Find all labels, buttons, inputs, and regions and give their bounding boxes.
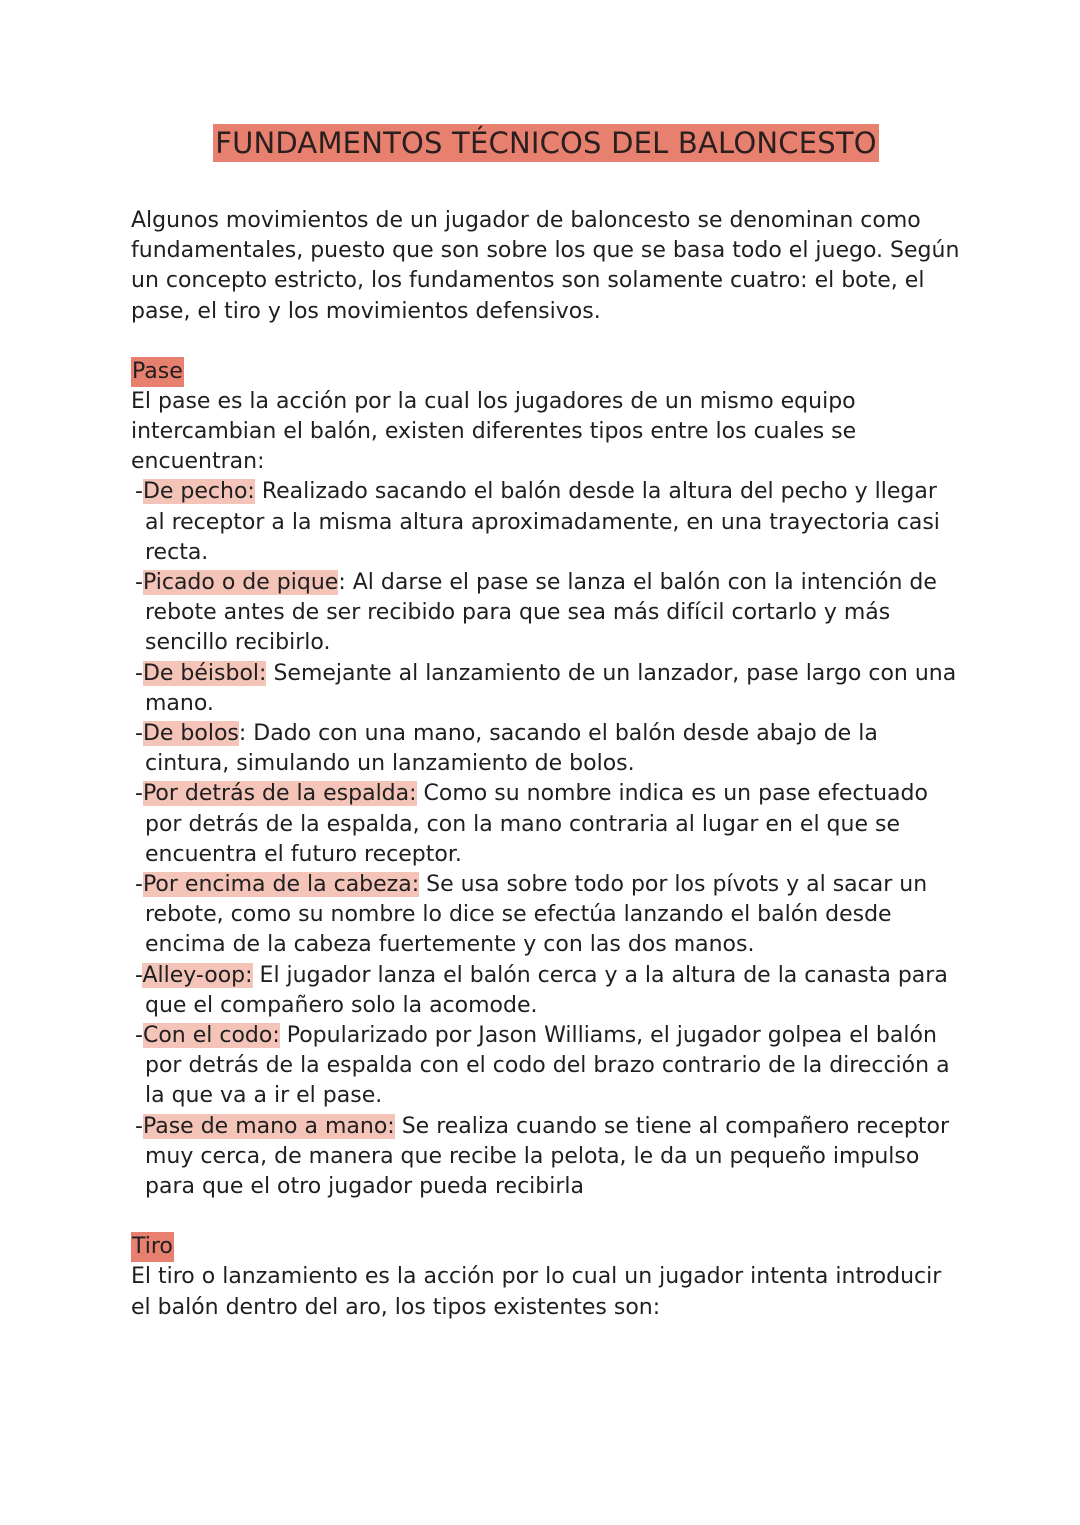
- list-item: -Pase de mano a mano: Se realiza cuando se tiene al compañero receptor muy cerca, de manera que recibe la pelota, le da un pequeño impulso para que el otro jugador pueda recibirla: [135, 1113, 949, 1200]
- item-desc: Popularizado por Jason Williams, el jugador golpea el balón por detrás de la espalda con el codo del brazo contrario de la dirección a la que va a ir el pase.: [145, 1023, 950, 1109]
- item-term: Picado o de pique: [142, 570, 339, 596]
- section-tiro: [131, 1232, 961, 1322]
- item-term: De pecho:: [142, 479, 255, 505]
- list-item: -Alley-oop: El jugador lanza el balón cerca y a la altura de la canasta para que el compañero solo la acomode.: [135, 962, 948, 1018]
- item-desc: El jugador lanza el balón cerca y a la altura de la canasta para que el compañero solo la acomode.: [145, 962, 948, 1018]
- item-desc: : Dado con una mano, sacando el balón desde abajo de la cintura, simulando un lanzamiento de bolos.: [145, 721, 878, 777]
- item-desc: Semejante al lanzamiento de un lanzador, pase largo con una mano.: [145, 660, 957, 716]
- item-desc: Realizado sacando el balón desde la altura del pecho y llegar al receptor a la misma altura aproximadamente, en una trayectoria casi recta.: [145, 479, 940, 565]
- item-term: De bolos: [142, 721, 239, 747]
- item-term: Pase de mano a mano:: [142, 1113, 395, 1139]
- item-desc: Se realiza cuando se tiene al compañero receptor muy cerca, de manera que recibe la pelota, le da un pequeño impulso para que el otro jugador pueda recibirla: [145, 1113, 949, 1200]
- item-term: Por detrás de la espalda:: [142, 781, 417, 807]
- document-page: [131, 124, 961, 1353]
- section-pase: [131, 357, 961, 1202]
- list-item: -De pecho: Realizado sacando el balón desde la altura del pecho y llegar al receptor a la misma altura aproximadamente, en una trayectoria casi recta.: [135, 479, 940, 565]
- list-item: -Picado o de pique: Al darse el pase se lanza el balón con la intención de rebote antes de ser recibido para que sea más difícil cortarlo y más sencillo recibirlo.: [135, 570, 937, 656]
- list-item: -Por detrás de la espalda: Como su nombre indica es un pase efectuado por detrás de la espalda, con la mano contraria al lugar en el que se encuentra el futuro receptor.: [135, 781, 928, 867]
- pase-types-list: [131, 477, 961, 1202]
- list-item: -De béisbol: Semejante al lanzamiento de un lanzador, pase largo con una mano.: [135, 660, 957, 716]
- list-item: -Con el codo: Popularizado por Jason Williams, el jugador golpea el balón por detrás de la espalda con el codo del brazo contrario de la dirección a la que va a ir el pase.: [135, 1023, 950, 1109]
- title-container: [131, 124, 961, 162]
- pase-description: El pase es la acción por la cual los jugadores de un mismo equipo intercambian el balón, existen diferentes tipos entre los cuales se encuentran:: [131, 388, 857, 475]
- item-desc: Se usa sobre todo por los pívots y al sacar un rebote, como su nombre lo dice se efectúa lanzando el balón desde encima de la cabeza fuertemente y con las dos manos.: [145, 872, 928, 958]
- list-item: -Por encima de la cabeza: Se usa sobre todo por los pívots y al sacar un rebote, como su nombre lo dice se efectúa lanzando el balón desde encima de la cabeza fuertemente y con las dos manos.: [135, 872, 928, 958]
- item-term: Alley-oop:: [142, 962, 253, 988]
- item-term: Con el codo:: [142, 1023, 280, 1049]
- document-title: FUNDAMENTOS TÉCNICOS DEL BALONCESTO: [215, 126, 877, 160]
- section-heading-tiro: Tiro: [131, 1232, 174, 1262]
- item-term: De béisbol:: [142, 660, 267, 686]
- intro-paragraph: Algunos movimientos de un jugador de baloncesto se denominan como fundamentales, puesto que son sobre los que se basa todo el juego. Según un concepto estricto, los fundamentos son solamente cuatro: el bote, el pase, el tiro y los movimientos defensivos.: [131, 208, 960, 324]
- item-desc: : Al darse el pase se lanza el balón con la intención de rebote antes de ser recibido para que sea más difícil cortarlo y más sencillo recibirlo.: [145, 570, 937, 656]
- tiro-description: El tiro o lanzamiento es la acción por lo cual un jugador intenta introducir el balón dentro del aro, los tipos existentes son:: [131, 1264, 942, 1320]
- item-desc: Como su nombre indica es un pase efectuado por detrás de la espalda, con la mano contraria al lugar en el que se encuentra el futuro receptor.: [145, 781, 928, 867]
- item-term: Por encima de la cabeza:: [142, 872, 420, 898]
- list-item: -De bolos: Dado con una mano, sacando el balón desde abajo de la cintura, simulando un lanzamiento de bolos.: [135, 721, 878, 777]
- section-heading-pase: Pase: [131, 357, 184, 387]
